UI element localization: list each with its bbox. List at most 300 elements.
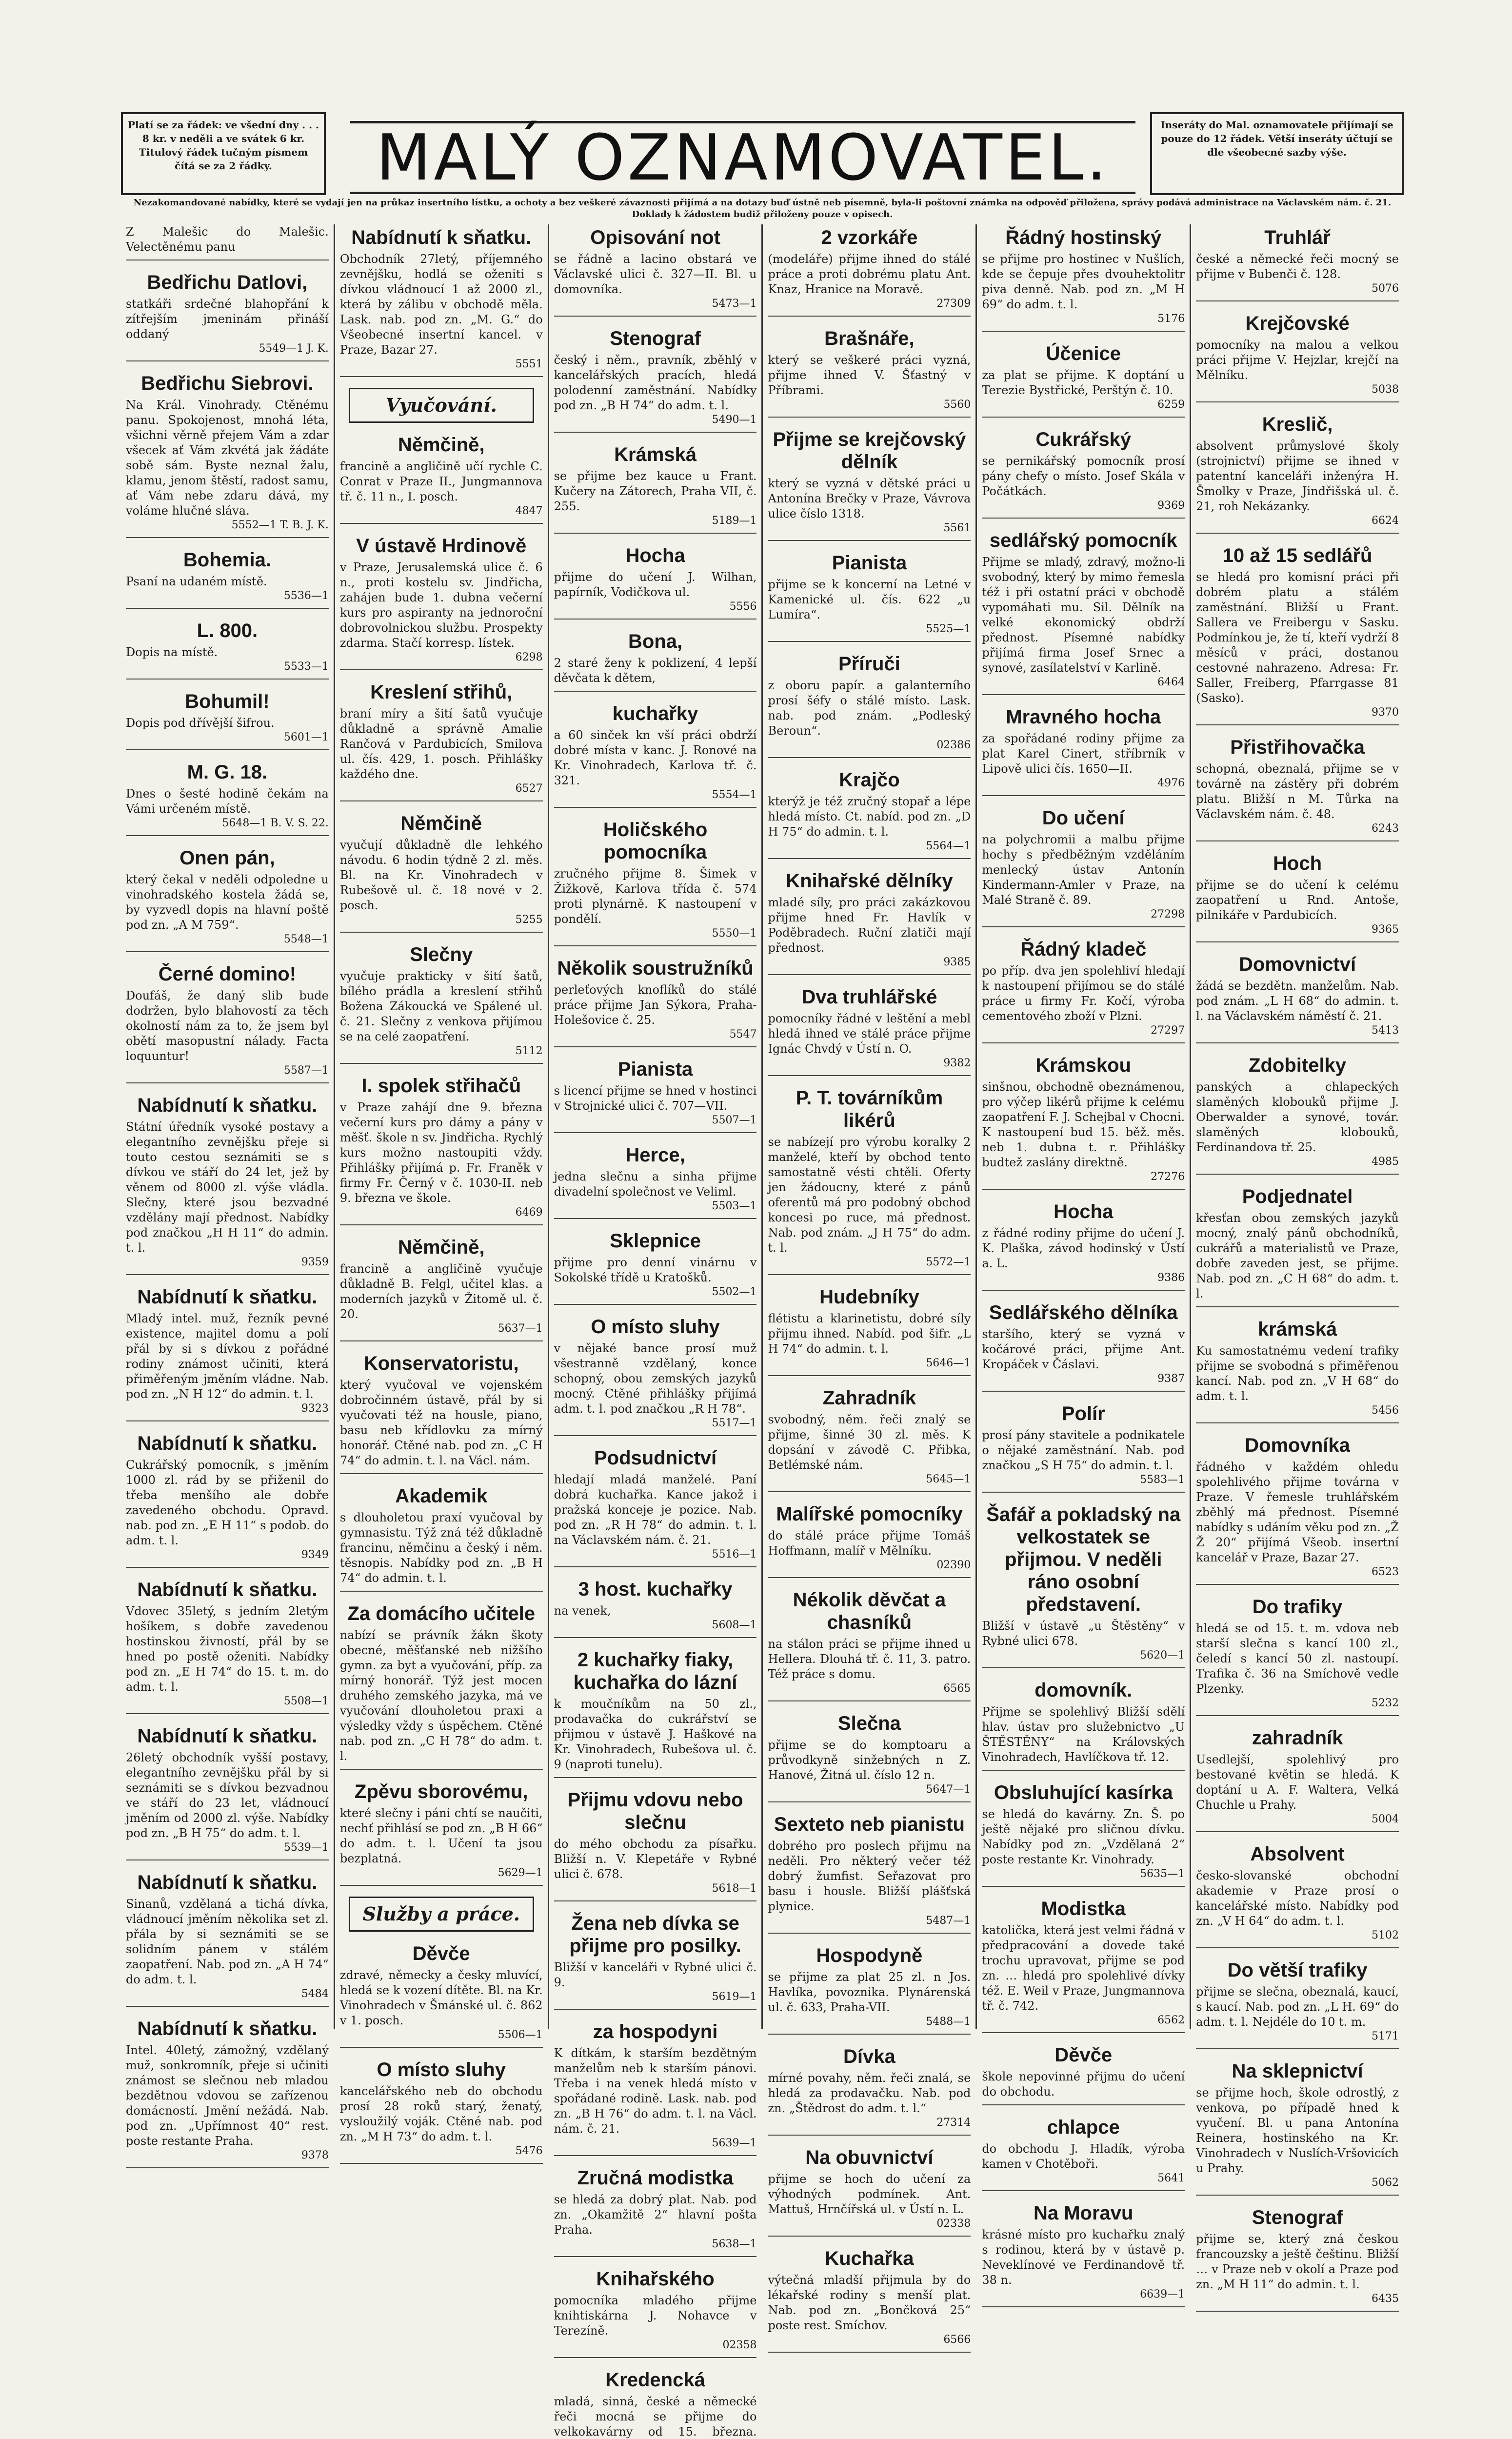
ad-text: mírné povahy, něm. řeči znalá, se hledá za prodavačku. Nab. pod zn. „Štědrost do adm. t. l.“ xyxy=(768,2071,971,2115)
ad-title: Truhlář xyxy=(1264,227,1331,248)
classified-ad xyxy=(554,327,757,433)
ad-text: český i něm., pravník, zběhlý v kancelářských pracích, hledá polodenní zaměstnání. Nabídky pod zn. „B H 74“ do adm. t. l. xyxy=(554,353,757,412)
classified-ad xyxy=(982,2044,1185,2105)
classified-ad xyxy=(768,986,971,1076)
ad-text: přijme se do učení k celému zaopatření u Rnd. Antoše, pilnikáře v Pardubicích. xyxy=(1196,878,1399,922)
masthead-notice: Nezakomandované nabídky, které se vydají jen na průkaz insertního lístku, a ochoty a bez veškeré závaznosti přijímá a na dotazy buď ústně neb písemně, byla-li poštovní známka na odpověď přiložena, správy podává administrace na Václavském nám. č. 21. Doklady k žádostem budiž přiloženy pouze v opisech. xyxy=(133,198,1392,220)
classified-ad xyxy=(340,2059,543,2164)
classified-ad xyxy=(1196,2060,1399,2196)
ad-text: Přijme se mladý, zdravý, možno-li svobodný, který by mimo řemesla též i při ostatní práci v obchodě vypomáhati mu. Sil. Dělník na velké ekonomický obdrží přednost. Písemné nabídky přijímá firma Josef Srnec a synové, zasílatelství v Karlině. xyxy=(982,555,1185,675)
classified-ad xyxy=(768,870,971,975)
ad-code: 5507—1 xyxy=(712,1114,757,1126)
ad-title: Stenograf xyxy=(610,328,701,349)
classified-ad xyxy=(554,1447,757,1567)
ad-text: Vdovec 35letý, s jedním 2letým hošíkem, s dobře zavedenou hostinskou živností, přál by se hned po postě oženiti. Nabídky pod zn. „E H 74“ do 15. t. m. do adm. t. l. xyxy=(126,1604,329,1694)
ad-code: 27314 xyxy=(936,2117,971,2129)
ad-code: 5476 xyxy=(515,2145,543,2157)
ad-title: Řádný hostinský xyxy=(1005,227,1162,248)
ad-title: Krámská xyxy=(614,444,697,465)
ad-code: 6624 xyxy=(1371,515,1399,527)
ad-title: O místo sluhy xyxy=(377,2059,506,2080)
classified-ad xyxy=(126,372,329,538)
ad-title: Na obuvnictví xyxy=(805,2147,934,2168)
ad-text: Ku samostatnému vedení trafiky přijme se svobodná s přiměřenou kancí. Nab. pod zn. „V H 68“ do adm. t. l. xyxy=(1196,1344,1399,1403)
ad-text: Přijme se spolehlivý Bližší sdělí hlav. ústav pro služebnictvo „U ŠTĚSTĚNY“ na Královských Vinohradech, Havlíčkova tř. 12. xyxy=(982,1705,1185,1764)
masthead-title: MALÝ OZNAMOVATEL. xyxy=(350,121,1135,194)
ad-code: 5232 xyxy=(1371,1697,1399,1709)
ad-title: Knihařské dělníky xyxy=(786,870,953,892)
ad-code: 9382 xyxy=(943,1057,971,1069)
classified-ad xyxy=(554,1144,757,1219)
ad-title: Stenograf xyxy=(1252,2207,1343,2228)
ad-code: 5413 xyxy=(1371,1024,1399,1037)
ad-title: Onen pán, xyxy=(179,847,275,869)
ad-text: se řádně a lacino obstará ve Václavské ulici č. 327—II. Bl. u domovníka. xyxy=(554,252,757,296)
ad-code: 5487—1 xyxy=(926,1915,971,1927)
ad-text: který se vyzná v dětské práci u Antonína Brečky v Praze, Vávrova ulice číslo 1318. xyxy=(768,477,971,520)
ad-text: přijme se k koncerní na Letné v Kamenické ul. čís. 622 „u Lumíra“. xyxy=(768,578,971,621)
ad-title: Němčině xyxy=(400,813,482,834)
ad-text: který čekal v neděli odpoledne u vinohradského kostela žádá se, by vyzvedl dopis na hlavní poště pod zn. „A M 759“. xyxy=(126,873,329,932)
column-3 xyxy=(548,224,762,2439)
ad-title: Do učení xyxy=(1042,807,1125,829)
ad-code: 5641 xyxy=(1157,2172,1185,2184)
ad-title: Hocha xyxy=(625,545,685,566)
ad-code: 4847 xyxy=(515,505,543,517)
classified-ad xyxy=(982,1402,1185,1493)
ad-title: Nabídnutí k sňatku. xyxy=(137,2018,318,2039)
classified-ad xyxy=(982,706,1185,796)
ad-title: Kreslič, xyxy=(1262,414,1333,435)
ad-code: 6523 xyxy=(1371,1566,1399,1578)
ad-text: po příp. dva jen spolehliví hledají k nastoupení přijímou se do stálé práce u firmy Fr. Kočí, výroba cementového zboží v Plzni. xyxy=(982,964,1185,1023)
ad-code: 02386 xyxy=(936,739,971,751)
ad-text: svobodný, něm. řeči znalý se přijme, šinné 30 zl. měs. K dopsání v závodě C. Přibka, Betlémské nám. xyxy=(768,1413,971,1472)
ad-code: 5583—1 xyxy=(1140,1474,1185,1486)
ad-text: braní míry a šití šatů vyučuje důkladně a správně Amalie Rančová v Pardubicích, Smilova ul. čís. 429, 1. posch. Přihlášky každého dne. xyxy=(339,707,543,781)
classified-ad xyxy=(126,1725,329,1860)
ad-text: Bližší v ústavě „u Štěstěny“ v Rybné ulici 678. xyxy=(982,1619,1185,1648)
ad-code: 27276 xyxy=(1151,1171,1185,1183)
ad-code: 9378 xyxy=(301,2149,329,2161)
ad-title: Krejčovské xyxy=(1245,313,1350,334)
classified-ad xyxy=(1196,1434,1399,1585)
ad-text: mladé síly, pro práci zakázkovou přijme hned Fr. Havlík v Poděbradech. Ruční zlatiči mají přednost. xyxy=(768,896,971,955)
ad-title: Holičského pomocníka xyxy=(603,819,708,863)
ad-code: 5525—1 xyxy=(926,623,971,635)
ad-text: škole nepovinné přijmu do učení do obchodu. xyxy=(982,2070,1185,2099)
ad-code: 6435 xyxy=(1371,2293,1399,2305)
ad-title: Zručná modistka xyxy=(577,2167,734,2189)
ad-code: 5639—1 xyxy=(712,2137,757,2149)
ad-code: 6639—1 xyxy=(1140,2288,1185,2300)
classified-ad xyxy=(126,1579,329,1714)
ad-title: Nabídnutí k sňatku. xyxy=(137,1286,318,1308)
ad-code: 5536—1 xyxy=(283,590,329,602)
ad-title: Na Moravu xyxy=(1033,2202,1134,2224)
ad-text: Obchodník 27letý, příjemného zevnějšku, hodlá se oženiti s dívkou vládnoucí 1 až 2000 zl., která by zálibu v obchodě měla. Lask. nab. pod zn. „M. G.“ do Všeobecné insertní kancel. v Praze, Bazar 27. xyxy=(339,252,543,357)
ad-title: Bohumil! xyxy=(185,691,270,712)
ad-text: který vyučoval ve vojenském dobročinném ústavě, přál by si vyučovati též na housle, piano, basu neb křídlovku za mírný honorář. Ctěné nab. pod zn. „C H 74“ do admin. t. l. na Václ. nám. xyxy=(339,1378,543,1467)
ad-code: 27298 xyxy=(1151,908,1185,920)
ad-title: Dívka xyxy=(843,2046,895,2067)
ad-text: Mladý intel. muž, řezník pevné existence, majitel domu a polí přál by si s dívkou z pořádné rodiny známost učiniti, která přiměřeným jměním vládne. Nab. pod zn. „N H 12“ do admin. t. l. xyxy=(126,1312,329,1401)
ad-title: Přistřihovačka xyxy=(1230,737,1365,758)
ad-text: pomocníka mladého přijme knihtiskárna J. Nohavce v Terezíně. xyxy=(554,2294,757,2338)
section-heading-sluzby: Služby a práce. xyxy=(349,1897,534,1932)
classified-ad xyxy=(340,1236,543,1341)
ad-code: 02358 xyxy=(722,2339,757,2351)
ad-text: francině a angličině učí rychle C. Conrat v Praze II., Jungmannova tř. č. 11 n., I. posch. xyxy=(339,460,543,503)
classified-ad xyxy=(554,226,757,317)
classified-ad xyxy=(126,620,329,680)
ad-code: 5547 xyxy=(729,1028,757,1040)
classified-ad xyxy=(340,226,543,377)
ad-text: Na Král. Vinohrady. Ctěnému panu. Spokojenost, mnohá léta, všichni věrně přejem Vám a zdar všecek ať Vám zkvétá jak žádáte sobě sám. Byste neznal žalu, klamu, jenom štěstí, radost samu, ať Vám nebe zdaru dává, my voláme hlučné sláva. xyxy=(126,398,329,518)
ad-code: 5620—1 xyxy=(1140,1649,1185,1661)
ad-text: Sinanů, vzdělaná a tichá dívka, vládnoucí jměním několika set zl. přála by si seznámiti se se solidním pánem v stálém zaopatření. Nab. pod zn. „A H 74“ do adm. t. l. xyxy=(126,1897,329,1986)
classified-ad xyxy=(126,1871,329,2007)
ad-title: 2 vzorkáře xyxy=(821,227,918,248)
masthead-left-box: Platí se za řádek: ve všední dny . . . 8 kr. v neděli a ve svátek 6 kr. Titulový řádek tučným písmem čítá se za 2 řádky. xyxy=(121,112,326,195)
ad-title: Žena neb dívka se přijme pro posilky. xyxy=(569,1913,741,1957)
ad-code: 5456 xyxy=(1371,1404,1399,1417)
ad-code: 4976 xyxy=(1157,777,1185,789)
ad-title: Polír xyxy=(1061,1403,1105,1424)
ad-text: Doufáš, že daný slib bude dodržen, bylo blahovostí za těch okolností nám za to, že jsem byl obětí masopustní nálady. Facta loquuntur! xyxy=(126,989,329,1063)
classified-ad xyxy=(340,943,543,1064)
classified-ad xyxy=(554,443,757,534)
classified-ad xyxy=(1196,1727,1399,1832)
ad-title: Přijmu vdovu nebo slečnu xyxy=(567,1789,743,1833)
classified-ad xyxy=(126,2018,329,2168)
masthead-right-box: Inseráty do Mal. oznamovatele přijímají se pouze do 12 řádek. Větší inseráty účtují se dle všeobecné sazby výše. xyxy=(1150,112,1404,195)
classified-ad xyxy=(554,1578,757,1638)
ad-text: vyučují důkladně dle lehkého návodu. 6 hodin týdně 2 zl. měs. Bl. na Kr. Vinohradech v Rubešově ul. č. 18 nové v 2. posch. xyxy=(339,838,543,912)
ad-text: panských a chlapeckých slaměných klobouků přijme J. Oberwalder a synové, továr. slaměných klobouků, Ferdinandova tř. 25. xyxy=(1196,1080,1399,1154)
ad-text: Dopis na místě. xyxy=(126,645,218,659)
ad-title: Modistka xyxy=(1041,1898,1126,1919)
classified-ad xyxy=(554,544,757,620)
ad-code: 5549—1 J. K. xyxy=(259,342,329,355)
ad-title: Němčině, xyxy=(398,1237,485,1258)
classified-ad xyxy=(554,1058,757,1133)
ad-text: a 60 sinček kn vší práci obdrží dobré místa v kanc. J. Ronové na Kr. Vinohradech, Karlova tř. č. 321. xyxy=(554,728,757,787)
ad-code: 6469 xyxy=(515,1206,543,1219)
ad-code: 5646—1 xyxy=(926,1357,971,1369)
ad-title: Pianista xyxy=(617,1059,693,1080)
ad-code: 02390 xyxy=(936,1559,971,1571)
ad-code: 5608—1 xyxy=(712,1619,757,1631)
ad-text: přijme do učení J. Wilhan, papírník, Vodičkova ul. xyxy=(554,570,757,599)
ad-code: 9387 xyxy=(1157,1373,1185,1385)
ad-text: Cukrářský pomocník, s jměním 1000 zl. rád by se přiženil do třeba menšího ale dobře zavedeného obchodu. Opravd. nab. pod zn. „E H 11“ s podob. do adm. t. l. xyxy=(126,1458,329,1547)
ad-text: Usedlejší, spolehlivý pro bestované květin se hledá. K doptání u A. F. Waltera, Velká Chuchle u Prahy. xyxy=(1196,1753,1399,1812)
ad-title: Účenice xyxy=(1046,343,1121,364)
ad-text: se hledá pro komisní práci při dobrém platu a stálém zaměstnání. Bližší u Frant. Sallera ve Freibergu v Sasku. Podmínkou je, že tí, kteří vydrží 8 měsíců v práci, dostanou cestovné nahrazeno. Adresa: Fr. Saller, Freiberg, Pfarrgasse 81 (Sasko). xyxy=(1196,570,1399,705)
classified-ad xyxy=(554,1912,757,2010)
ad-title: za hospodyni xyxy=(593,2021,718,2042)
ad-title: domovník. xyxy=(1035,1679,1133,1701)
ad-code: 6259 xyxy=(1157,399,1185,411)
classified-ad xyxy=(126,847,329,952)
classified-ad xyxy=(126,1286,329,1421)
ad-title: Malířské pomocníky xyxy=(776,1503,963,1525)
classified-ad xyxy=(1196,953,1399,1043)
ad-text: se nabízejí pro výrobu koralky 2 manželé, kteří by obchod tento samostatně vésti chtěli. Oferty jen žádoucny, které z pánů oferentů má pro podobný obchod koncesi po ruce, má přednost. Nab. pod znám. „J H 75“ do adm. t. l. xyxy=(768,1135,971,1255)
ad-title: Kreslení střihů, xyxy=(370,681,513,703)
ad-title: Slečna xyxy=(837,1713,901,1734)
classified-ad xyxy=(340,434,543,524)
ad-code: 6527 xyxy=(515,782,543,795)
ad-code: 5171 xyxy=(1371,2030,1399,2042)
classified-ad xyxy=(982,428,1185,519)
ad-code: 5506—1 xyxy=(497,2029,543,2041)
ad-title: kuchařky xyxy=(612,703,698,724)
ad-text: flétistu a klarinetistu, dobré síly přijmu ihned. Nabíd. pod šifr. „L H 74“ do admin. t. l. xyxy=(768,1312,971,1356)
ad-code: 5517—1 xyxy=(712,1417,757,1429)
column-6 xyxy=(1190,224,1404,2305)
ad-title: krámská xyxy=(1257,1319,1337,1340)
ad-text: dobrého pro poslech přijmu na neděli. Pro některý večer též dobrý žumfist. Seřazovat pro basu i housle. Bližší plášťská plynice. xyxy=(768,1839,971,1913)
ad-code: 5473—1 xyxy=(712,298,757,310)
ad-code: 5552—1 T. B. J. K. xyxy=(231,519,329,531)
classified-ad xyxy=(340,1352,543,1474)
ad-text: mladá, sinná, české a německé řeči mocná se přijme do velkokavárny od 15. března. xyxy=(554,2395,757,2439)
ad-title: Krámskou xyxy=(1035,1055,1132,1076)
ad-title: 2 kuchařky fiaky, kuchařka do lázní xyxy=(573,1649,737,1693)
classified-ad xyxy=(340,1942,543,2048)
ad-text: se hledá do kavárny. Zn. Š. po ještě nějaké pro sličnou dívku. Nabídky pod zn. „Vzdělaná 2“ poste restante Kr. Vinohrady. xyxy=(982,1807,1185,1866)
ad-title: Krajčo xyxy=(839,769,900,791)
ad-code: 5004 xyxy=(1371,1813,1399,1825)
ad-title: Akademik xyxy=(395,1485,488,1507)
ad-title: Cukrářský xyxy=(1035,429,1132,450)
ad-text: nabízí se právník žákn škoty obecné, měšťanské neb nižšího gymn. za byt a vyučování, příp. za mírný honorář. Týž jest mocen druhého zemského jazyka, má ve vyučování dlouholetou praxi a výsledky vždy s úspěchem. Ctěné nab. pod zn. „C H 78“ do adm. t. l. xyxy=(339,1628,543,1763)
classified-ad xyxy=(1196,413,1399,534)
classified-ad xyxy=(1196,1843,1399,1948)
ad-code: 5637—1 xyxy=(497,1322,543,1335)
classified-ad xyxy=(982,2116,1185,2191)
ad-code: 5648—1 B. V. S. 22. xyxy=(222,817,329,829)
ad-title: Podsudnictví xyxy=(594,1447,717,1469)
ad-text: francině a angličině vyučuje důkladně B. Felgl, učitel klas. a moderních jazyků v Žitomě ul. č. 20. xyxy=(339,1262,543,1321)
ad-text: které slečny i páni chtí se naučiti, nechť přihlásí se pod zn. „B H 66“ do adm. t. l. Učení ta jsou bezplatná. xyxy=(339,1806,543,1865)
ad-text: do stálé práce přijme Tomáš Hoffmann, malíř v Mělníku. xyxy=(768,1529,971,1558)
ad-code: 5516—1 xyxy=(712,1548,757,1560)
ad-text: přijme se do komptoaru a průvodkyně sinžebných n Z. Hanové, Žitná ul. číslo 12 n. xyxy=(768,1738,971,1782)
classified-ad xyxy=(1196,736,1399,841)
classified-ad xyxy=(768,2045,971,2136)
ad-title: Bedřichu Datlovi, xyxy=(147,272,308,293)
classified-ad xyxy=(768,1087,971,1275)
ad-title: Příruči xyxy=(838,653,900,675)
ad-title: Absolvent xyxy=(1250,1843,1345,1865)
classified-ad xyxy=(982,2202,1185,2307)
ad-text: přijme se, který zná českou francouzsky a ještě češtinu. Bližší … v Praze neb v okolí a Praze pod zn. „M H 11“ do admin. t. l. xyxy=(1196,2232,1399,2291)
ad-code: 5551 xyxy=(515,358,543,370)
ad-text: výtečná mladší přijmula by do lékařské rodiny s menší plat. Nab. pod zn. „Bončková 25“ poste rest. Smíchov. xyxy=(768,2273,971,2332)
column-1 xyxy=(121,224,334,2161)
ad-code: 5189—1 xyxy=(712,515,757,527)
classified-ad xyxy=(1196,2206,1399,2312)
ad-title: Konservatoristu, xyxy=(363,1353,519,1374)
ad-text: 26letý obchodník vyšší postavy, elegantního zevnějšku přál by si seznámiti se s dívkou bezvadnou ve stáří do 23 let, vládnoucí jměním od 2000 zl. výše. Nabídky pod zn. „B H 75“ do adm. t. l. xyxy=(126,1751,329,1840)
ad-text: křesťan obou zemských jazyků mocný, znalý pánů obchodníků, cukrářů a materialistů ve Praze, dobře zaveden jest, se přijme. Nab. pod zn. „C H 68“ do adm. t. l. xyxy=(1196,1211,1399,1300)
ad-text: perleťových knoflíků do stálé práce přijme Jan Sýkora, Praha-Holešovice č. 25. xyxy=(554,983,757,1027)
ad-text: staršího, který se vyzná v kočárové práci, přijme Ant. Kropáček v Čáslavi. xyxy=(982,1327,1185,1371)
ad-title: O místo sluhy xyxy=(591,1316,720,1338)
ad-text: české a německé řeči mocný se přijme v Bubenči č. 128. xyxy=(1196,252,1399,281)
classified-ad xyxy=(1196,852,1399,942)
ad-code: 5564—1 xyxy=(926,840,971,852)
ad-title: I. spolek střihačů xyxy=(361,1075,521,1097)
ad-code: 9369 xyxy=(1157,500,1185,512)
ad-code: 5645—1 xyxy=(926,1473,971,1485)
classified-ad xyxy=(554,630,757,692)
ad-text: Psaní na udaném místě. xyxy=(126,575,267,588)
ad-text: řádného v každém ohledu spolehlivého přijme továrna v Praze. V řemesle truhlářském zběhlý má přednost. Písemné nabídky s udáním věku pod zn. „Ž Ž 20“ přijímá Všeob. insertní kancelář v Praze, Bazar 27. xyxy=(1196,1460,1399,1564)
ad-text: se přijme bez kauce u Frant. Kučery na Zátorech, Praha VII, č. 255. xyxy=(554,469,757,513)
ad-code: 5601—1 xyxy=(283,731,329,743)
ad-text: prosí pány stavitele a podnikatele o nějaké zaměstnání. Nab. pod značkou „S H 75“ do admin. t. l. xyxy=(982,1428,1185,1472)
ad-text: s dlouholetou praxí vyučoval by gymnasistu. Týž zná též důkladně francinu, němčinu a český i něm. těsnopis. Nabídky pod zn. „B H 74“ do admin. t. l. xyxy=(339,1511,543,1585)
classified-ad xyxy=(1196,312,1399,402)
ad-title: Sklepnice xyxy=(610,1230,701,1252)
ad-code: 5618—1 xyxy=(712,1882,757,1895)
ad-code: 27297 xyxy=(1151,1024,1185,1037)
classified-ad xyxy=(126,690,329,750)
ad-title: Sedlářského dělníka xyxy=(989,1302,1178,1323)
ad-text: zručného přijme 8. Šimek v Žižkově, Karlova třída č. 574 proti plynárně. K nastoupení v pondělí. xyxy=(554,867,757,926)
classified-ad xyxy=(982,1200,1185,1291)
ad-code: 27309 xyxy=(936,298,971,310)
classified-ad xyxy=(982,1898,1185,2033)
ad-code: 5638—1 xyxy=(712,2238,757,2250)
ad-text: přijme pro denní vinárnu v Sokolské třídě u Kratošků. xyxy=(554,1256,757,1284)
ad-title: Kredencká xyxy=(605,2369,705,2391)
ad-text: statkáři srdečné blahopřání k zítřejším jmeninám přináší oddaný xyxy=(126,297,329,341)
ad-code: 5076 xyxy=(1371,282,1399,295)
ad-title: Bona, xyxy=(628,631,683,652)
ad-text: který se veškeré práci vyzná, přijme ihned V. Šťastný v Příbrami. xyxy=(768,353,971,397)
ad-code: 5255 xyxy=(515,914,543,926)
ad-text: Státní úředník vysoké postavy a elegantního zevnějšku přeje si touto cestou seznámiti se s dívkou ve stáří do 24 let, jež by věnem od 8000 zl. výše vládla. Slečny, které jsou bezvadné vzdělány mají přednost. Nabídky pod značkou „H H 11“ do admin. t. l. xyxy=(126,1120,329,1255)
classified-ad xyxy=(126,963,329,1083)
ad-title: Slečny xyxy=(410,944,473,965)
column-2 xyxy=(334,224,548,2157)
ad-text: 2 staré ženy k poklizení, 4 lepší děvčata k dětem, xyxy=(554,656,757,685)
ad-text: v nějaké bance prosí muž všestranně vzdělaný, konce schopný, obou zemských jazyků mocný. Ctěné přihlášky přijímá adm. t. l. pod značkou „R H 78“. xyxy=(554,1341,757,1416)
ad-title: Obsluhující kasírka xyxy=(994,1782,1173,1803)
ad-title: Hocha xyxy=(1054,1201,1114,1222)
classified-ad xyxy=(768,327,971,418)
ad-title: Opisování not xyxy=(590,227,720,248)
classified-ad xyxy=(982,226,1185,332)
ad-code: 5548—1 xyxy=(283,933,329,945)
ad-title: Černé domino! xyxy=(158,963,297,985)
ad-code: 6243 xyxy=(1371,822,1399,835)
ad-code: 5635—1 xyxy=(1140,1868,1185,1880)
ad-title: Dva truhlářské xyxy=(801,986,937,1008)
masthead xyxy=(121,101,1404,220)
classified-ad xyxy=(768,1712,971,1802)
classified-ad xyxy=(768,428,971,541)
ad-code: 5561 xyxy=(943,522,971,534)
ad-title: Zpěvu sborovému, xyxy=(354,1781,528,1802)
ad-code: 5533—1 xyxy=(283,660,329,673)
ad-title: Za domácího učitele xyxy=(347,1603,535,1624)
ad-text: se pernikářský pomocník prosí pány chefy o místo. Josef Skála v Počátkách. xyxy=(982,454,1185,498)
ad-title: Mravného hocha xyxy=(1006,706,1161,728)
classified-ad xyxy=(340,681,543,801)
ad-title: V ústavě Hrdinově xyxy=(356,535,527,557)
ad-text: zdravé, německy a česky mluvící, hledá se k vození dítěte. Bl. na Kr. Vinohradech v Šmánské ul. č. 862 v 1. posch. xyxy=(339,1968,543,2027)
ad-title: Šafář a pokladský na velkostatek se přijmou. V neděli ráno osobní představení. xyxy=(986,1504,1181,1615)
ad-text: na venek, xyxy=(554,1604,611,1618)
ad-code: 6562 xyxy=(1157,2014,1185,2026)
ad-code: 5556 xyxy=(729,600,757,613)
ad-title: Do větší trafiky xyxy=(1227,1959,1368,1981)
ad-title: Domovníka xyxy=(1245,1435,1350,1456)
ad-columns xyxy=(121,224,1404,2439)
ad-text: jedna slečnu a sinha přijme divadelní společnost ve Veliml. xyxy=(554,1170,757,1199)
ad-code: 5508—1 xyxy=(283,1695,329,1707)
ad-code: 5038 xyxy=(1371,383,1399,396)
classified-ad xyxy=(768,1286,971,1376)
classified-ad xyxy=(1196,1318,1399,1423)
column-5 xyxy=(975,224,1190,2300)
classified-ad xyxy=(554,2369,757,2439)
ad-title: Němčině, xyxy=(398,434,485,456)
ad-text: za spořádané rodiny přijme za plat Karel Cinert, stříbrník v Lipově ulici čís. 1650—II. xyxy=(982,732,1185,776)
classified-ad xyxy=(126,761,329,836)
classified-ad xyxy=(340,1075,543,1225)
classified-ad xyxy=(768,1503,971,1578)
ad-code: 6464 xyxy=(1157,676,1185,688)
ad-title: Bohemia. xyxy=(183,549,271,571)
ad-title: sedlářský pomocník xyxy=(989,530,1177,551)
ad-text: na polychromii a malbu přijme hochy s předběžným vzděláním menlecký ústav Antonín Kindermann-Amler v Praze, na Malé Straně č. 89. xyxy=(982,833,1185,907)
ad-title: M. G. 18. xyxy=(187,761,268,783)
ad-code: 5647—1 xyxy=(926,1783,971,1796)
ad-title: Herce, xyxy=(625,1144,685,1166)
ad-title: Bedřichu Siebrovi. xyxy=(141,373,314,394)
classified-ad xyxy=(126,1432,329,1568)
ad-text: z řádné rodiny přijme do učení J. K. Plaška, závod hodinský v Ústí a. L. xyxy=(982,1226,1185,1270)
ad-title: Děvče xyxy=(412,1943,470,1964)
ad-text: katolička, která jest velmi řádná v předpracování a dovede také trochu upravovat, přijme se pod zn. … hledá pro spolehlivé dívky též. E. Weil v Praze, Jungmannova tř. č. 742. xyxy=(982,1923,1185,2013)
ad-code: 4985 xyxy=(1371,1156,1399,1168)
section-heading-vyucovani: Vyučování. xyxy=(349,388,534,423)
ad-text: se přijme za plat 25 zl. n Jos. Havlíka, povoznika. Plynárenská ul. č. 633, Praha-VII. xyxy=(768,1970,971,2014)
classified-ad xyxy=(1196,544,1399,725)
column-4 xyxy=(761,224,975,2346)
ad-title: Pianista xyxy=(832,552,907,574)
ad-code: 5629—1 xyxy=(497,1867,543,1879)
ad-title: Nabídnutí k sňatku. xyxy=(137,1095,318,1116)
ad-title: 10 až 15 sedlářů xyxy=(1222,545,1373,566)
ad-title: Nabídnutí k sňatku. xyxy=(137,1872,318,1893)
ad-text: hledají mladá manželé. Paní dobrá kuchařka. Kance jakož i pražská konceje je pozice. Nab. pod zn. „R H 78“ do admin. t. l. na Václavském nám. č. 21. xyxy=(554,1473,757,1547)
classified-ad xyxy=(768,769,971,859)
classified-ad xyxy=(982,1781,1185,1887)
ad-code: 9365 xyxy=(1371,923,1399,936)
ad-code: 5550—1 xyxy=(712,927,757,940)
classified-ad xyxy=(982,1301,1185,1392)
ad-title: Děvče xyxy=(1054,2044,1113,2066)
ad-text: na stálon práci se přijme ihned u Hellera. Dlouhá tř. č. 11, 3. patro. Též práce s domu. xyxy=(768,1637,971,1681)
